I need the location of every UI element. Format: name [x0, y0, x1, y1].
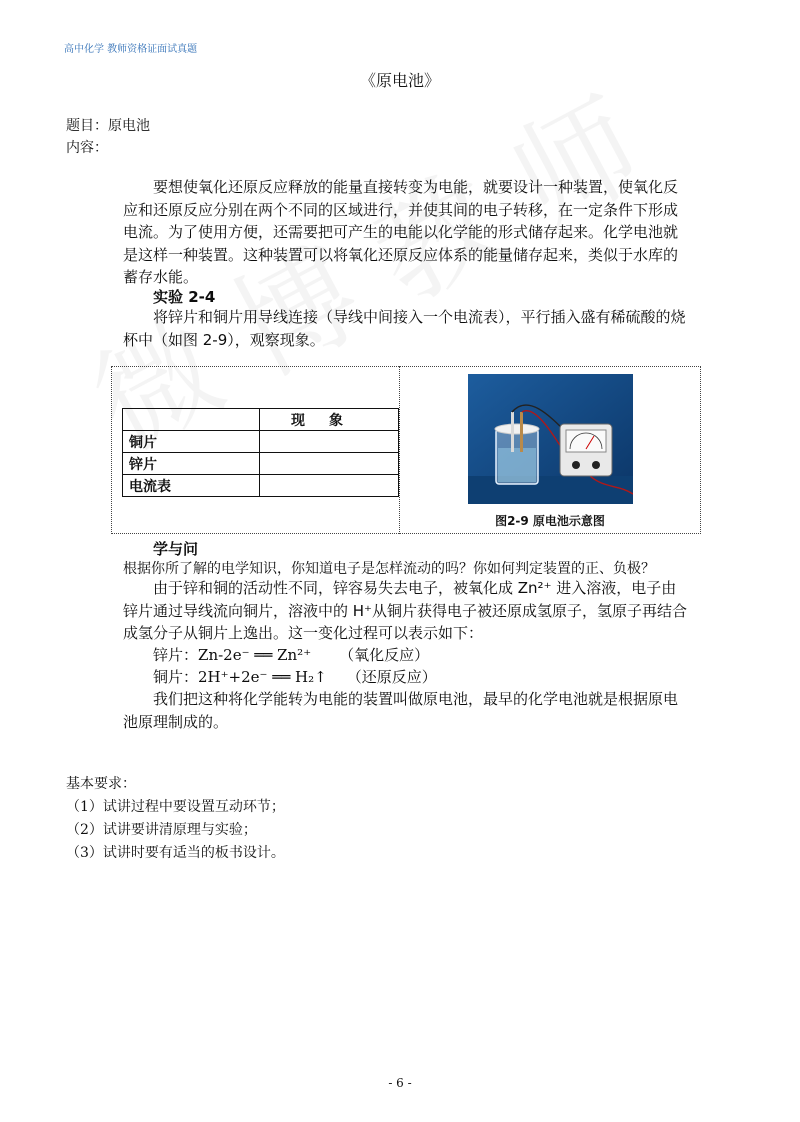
equation-copper-note: （还原反应） [346, 668, 437, 686]
equation-zinc-note: （氧化反应） [339, 646, 430, 664]
document-title: 《原电池》 [359, 71, 440, 90]
requirement-item: （2）试讲要讲清原理与实验； [66, 822, 257, 838]
equation-copper-label: 铜片： [153, 668, 199, 686]
experiment-title: 实验 2-4 [153, 288, 216, 306]
equation-copper-formula: 2H⁺+2e⁻ ══ H₂↑ [198, 668, 327, 686]
equation-copper [153, 666, 721, 689]
equation-zinc-formula: Zn-2e⁻ ══ Zn²⁺ [198, 646, 312, 664]
row-label-copper: 铜片 [123, 431, 260, 453]
table-header-phenomenon: 现象 [260, 409, 399, 431]
learn-and-ask-heading: 学与问 [153, 540, 199, 558]
conclusion-paragraph: 我们把这种将化学能转为电能的装置叫做原电池，最早的化学电池就是根据原电池原理制成的。 [123, 690, 679, 731]
question-text: 根据你所了解的电学知识，你知道电子是怎样流动的吗？你如何判定装置的正、负极？ [123, 561, 655, 577]
content-label: 内容： [66, 140, 108, 156]
page-number: - 6 - [388, 1076, 412, 1090]
observation-table [122, 408, 399, 497]
table-row [123, 431, 399, 453]
figure-divider [399, 366, 400, 534]
figure-caption: 图2-9 原电池示意图 [495, 514, 605, 528]
requirement-item: （1）试讲过程中要设置互动环节； [66, 799, 285, 815]
row-label-zinc: 锌片 [123, 453, 260, 475]
galvanic-cell-illustration [468, 374, 633, 504]
table-row [123, 409, 399, 431]
equation-zinc-label: 锌片： [153, 646, 199, 664]
topic-line: 题目：原电池 [66, 118, 150, 134]
experiment-text: 将锌片和铜片用导线连接（导线中间接入一个电流表），平行插入盛有稀硫酸的烧杯中（如图 2-9），观察现象。 [123, 308, 686, 349]
explanation-paragraph: 由于锌和铜的活动性不同，锌容易失去电子，被氧化成 Zn²⁺ 进入溶液，电子由锌片通过导线流向铜片，溶液中的 H⁺从铜片获得电子被还原成氢原子，氢原子再结合成氢分子从铜片上逸出。这一变化过程可以表示如下： [123, 579, 687, 642]
requirement-item: （3）试讲时要有适当的板书设计。 [66, 845, 285, 861]
equation-zinc [153, 644, 721, 667]
intro-paragraph: 要想使氧化还原反应释放的能量直接转变为电能，就要设计一种装置，使氧化反应和还原反应分别在两个不同的区域进行，并使其间的电子转移，在一定条件下形成电流。为了使用方便，还需要把可产生的电能以化学能的形式储存起来。化学电池就是这样一种装置。这种装置可以将氧化还原反应体系的能量储存起来，类似于水库的蓄存水能。 [123, 178, 679, 286]
requirements-title: 基本要求： [66, 776, 136, 792]
table-row [123, 453, 399, 475]
table-row [123, 475, 399, 497]
galvanic-cell-photo [468, 374, 633, 504]
row-label-ammeter: 电流表 [123, 475, 260, 497]
page-header: 高中化学 教师资格证面试真题 [64, 44, 198, 55]
